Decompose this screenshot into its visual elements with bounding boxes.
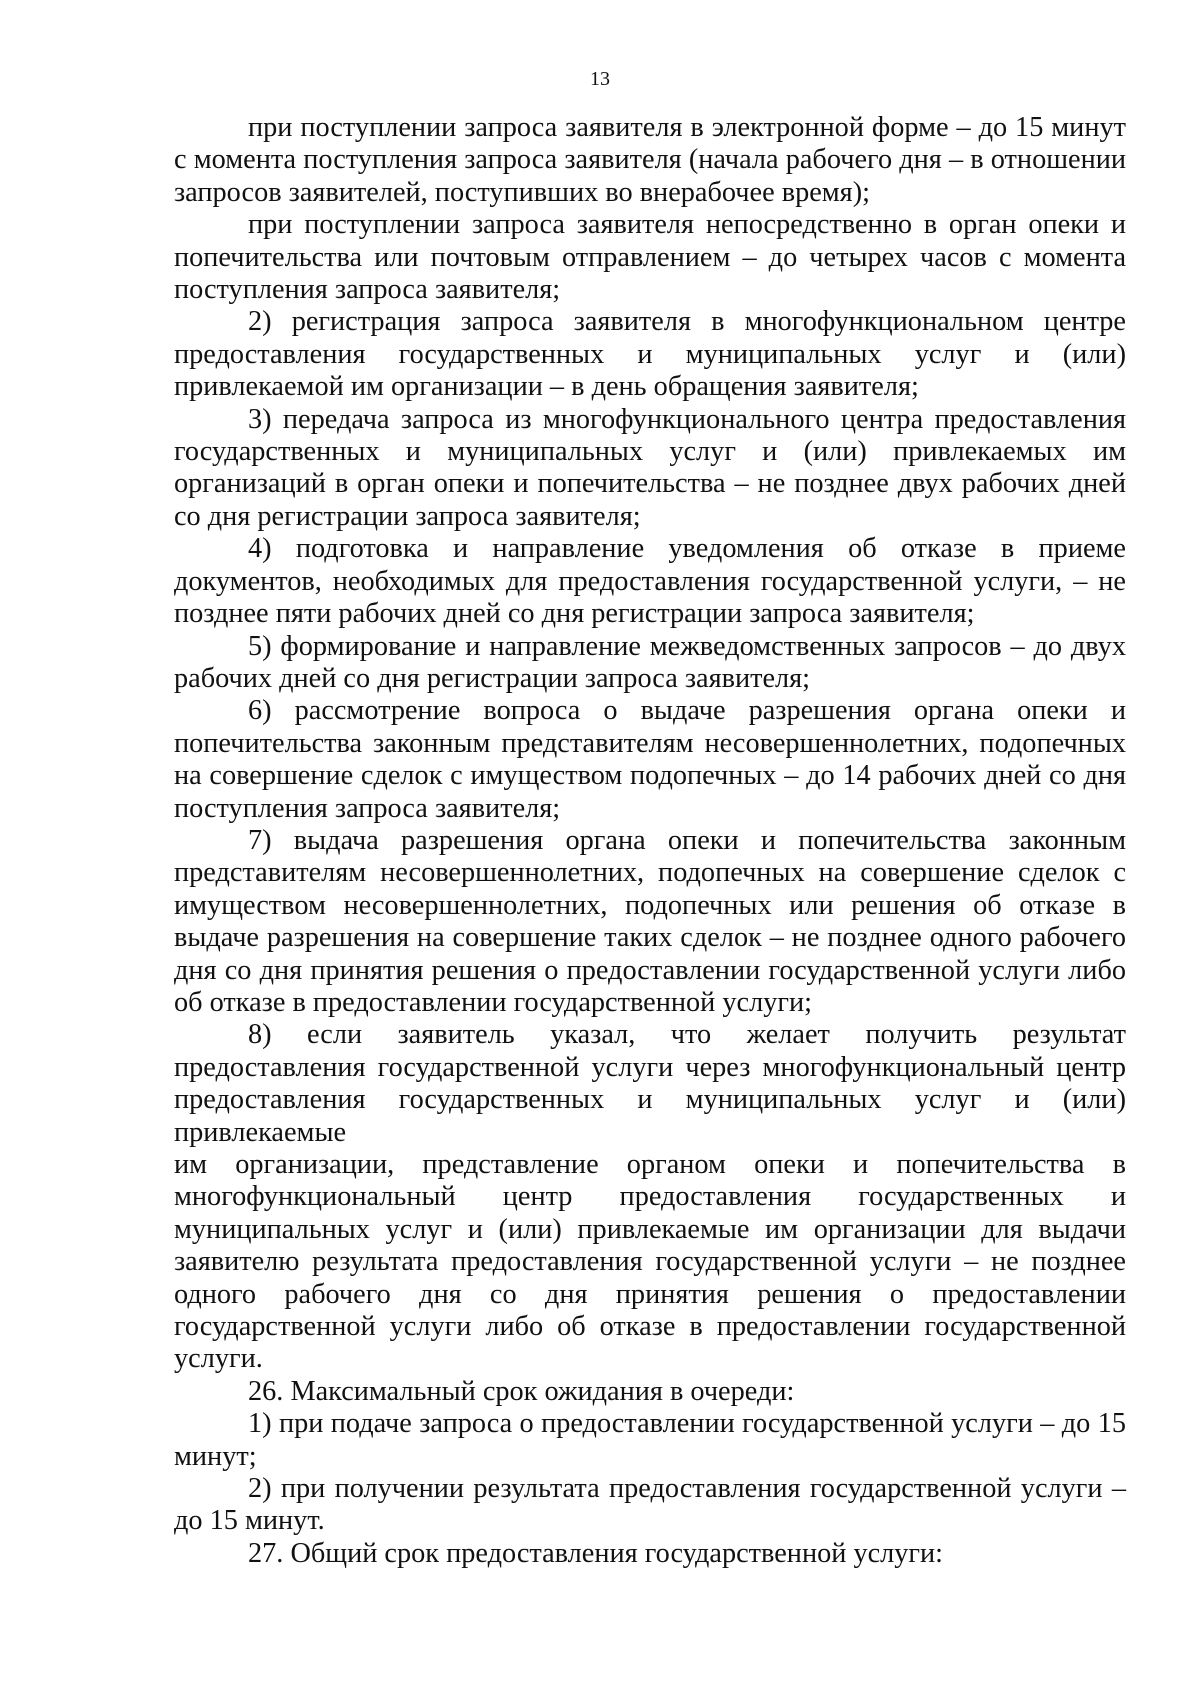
paragraph-item-4: 4) подготовка и направление уведомления об отказе в приеме документов, необходимых для предоставления государственной услуги, – не позднее пяти рабочих дней со дня регистрации запроса заявителя; (174, 533, 1126, 630)
paragraph-direct-request: при поступлении запроса заявителя непосредственно в орган опеки и попечительства или почтовым отправлением – до четырех часов с момента поступления запроса заявителя; (174, 209, 1126, 306)
paragraph-item-8: 8) если заявитель указал, что желает получить результат предоставления государственной услуги через многофункциональный центр предоставления государственных и муниципальных услуг и (или) привлекаемые (174, 1019, 1126, 1148)
paragraph-section-26-item-1: 1) при подаче запроса о предоставлении государственной услуги – до 15 минут; (174, 1408, 1126, 1472)
paragraph-electronic-request: при поступлении запроса заявителя в электронной форме – до 15 минут с момента поступления запроса заявителя (начала рабочего дня – в отношении запросов заявителей, поступивших во внерабочее время); (174, 112, 1126, 208)
paragraph-item-3: 3) передача запроса из многофункционального центра предоставления государственных и муниципальных услуг и (или) привлекаемых им организаций в орган опеки и попечительства – не позднее двух рабочих дней со дня регистрации запроса заявителя; (174, 403, 1126, 532)
paragraph-section-26-item-2: 2) при получении результата предоставления государственной услуги – до 15 минут. (174, 1473, 1126, 1537)
page-number: 13 (590, 68, 610, 90)
paragraph-item-7: 7) выдача разрешения органа опеки и попечительства законным представителям несовершеннолетних, подопечных на совершение сделок с имуществом несовершеннолетних, подопечных или решения об отказе в выдаче разрешения на совершение таких сделок – не позднее одного рабочего дня со дня принятия решения о предоставлении государственной услуги либо об отказе в предоставлении государственной услуги; (174, 824, 1126, 1018)
paragraph-item-5: 5) формирование и направление межведомственных запросов – до двух рабочих дней со дня регистрации запроса заявителя; (174, 630, 1126, 694)
document-body (174, 112, 1126, 1570)
paragraph-item-2: 2) регистрация запроса заявителя в многофункциональном центре предоставления государственных и муниципальных услуг и (или) привлекаемой им организации – в день обращения заявителя; (174, 306, 1126, 403)
paragraph-item-6: 6) рассмотрение вопроса о выдаче разрешения органа опеки и попечительства законным представителям несовершеннолетних, подопечных на совершение сделок с имуществом подопечных – до 14 рабочих дней со дня поступления запроса заявителя; (174, 695, 1126, 824)
paragraph-section-26: 26. Максимальный срок ожидания в очереди: (248, 1375, 795, 1407)
paragraph-section-27: 27. Общий срок предоставления государственной услуги: (248, 1537, 944, 1569)
paragraph-item-8-continued: им организации, представление органом опеки и попечительства в многофункциональный центр предоставления государственных и муниципальных услуг и (или) привлекаемые им организации для выдачи заявителю результата предоставления государственной услуги – не позднее одного рабочего дня со дня принятия решения о предоставлении государственной услуги либо об отказе в предоставлении государственной услуги. (174, 1149, 1126, 1375)
